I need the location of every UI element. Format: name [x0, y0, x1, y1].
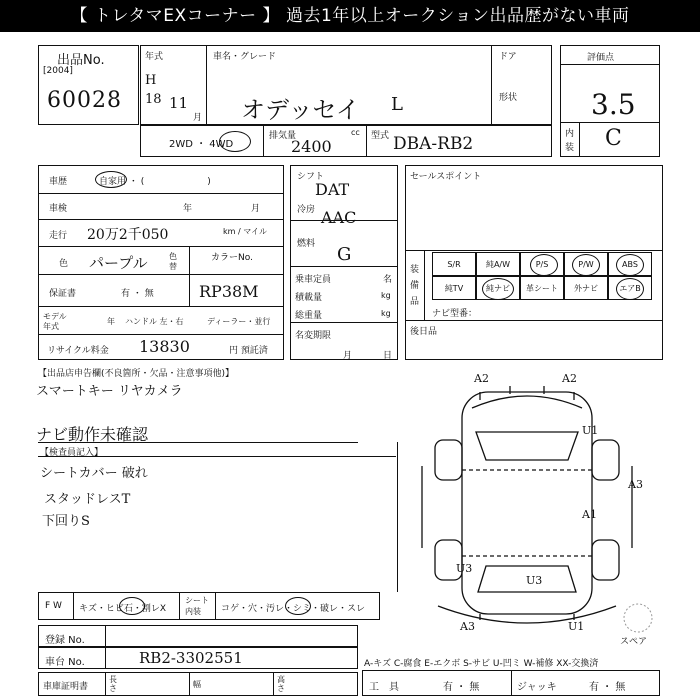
- damage-label-u1-bottom: U1: [568, 620, 585, 633]
- rename-month: 月: [343, 351, 353, 361]
- damage-label-a2-left: A2: [474, 372, 489, 385]
- vehicle-header-box: [140, 45, 552, 125]
- chassis-number: RB2-3302551: [139, 649, 243, 667]
- nav-note: ナビ動作未確認: [36, 425, 149, 444]
- equip-ps: P/S: [520, 252, 564, 276]
- damage-label-a3-bottom: A3: [460, 620, 475, 633]
- inspector-note-1: シートカバー 破れ: [40, 466, 148, 481]
- after-label: 後日品: [410, 327, 438, 337]
- fw-circle: [119, 597, 145, 615]
- damage-label-a2-right: A2: [562, 372, 577, 385]
- equip-abs: ABS: [608, 252, 652, 276]
- displacement-unit: cc: [351, 128, 360, 137]
- shift-label: シフト: [297, 172, 325, 182]
- warranty-label: 保証書: [49, 289, 77, 299]
- chassis-row: [38, 647, 358, 669]
- height-label: 高さ: [277, 675, 285, 693]
- damage-label-u1-right: U1: [582, 424, 599, 437]
- inspection-month: 月: [251, 204, 261, 214]
- score: 3.5: [591, 88, 636, 121]
- cert-row: [38, 672, 358, 696]
- month: 11: [169, 94, 189, 112]
- equip-pw: P/W: [564, 252, 608, 276]
- equip-aw: 純A/W: [476, 252, 520, 276]
- color-no-label: カラーNo.: [211, 253, 253, 263]
- capacity-unit: 名: [383, 275, 393, 285]
- model-year-unit: 年: [107, 317, 115, 326]
- jack-label: ジャッキ: [517, 682, 557, 693]
- model-label: モデル年式: [43, 312, 67, 331]
- abs-circle: [616, 254, 644, 276]
- year: 18: [145, 92, 162, 107]
- rename-day: 日: [383, 351, 393, 361]
- seat-options: コゲ・穴・汚レ・シミ・破レ・スレ: [221, 604, 366, 614]
- warranty-options: 有 ・ 無: [121, 289, 154, 299]
- equip-navi: 純ナビ: [476, 276, 520, 300]
- recycle-label: リサイクル料金: [47, 346, 109, 356]
- equip-sr: S/R: [432, 252, 476, 276]
- equip-label-1: 装: [410, 265, 420, 275]
- cert-label: 車庫証明書: [43, 682, 89, 692]
- registration-row: [38, 625, 358, 647]
- navi-circle: [482, 278, 514, 300]
- equip-airbag: エアB: [608, 276, 652, 300]
- year-tag: [2004]: [43, 66, 73, 76]
- ac-label: 冷房: [297, 205, 316, 215]
- load-label: 積載量: [295, 293, 323, 303]
- color-change: 色替: [169, 252, 177, 271]
- seat-label: シート内装: [185, 596, 209, 616]
- interior-label-1: 内: [565, 129, 575, 139]
- shift: DAT: [315, 180, 350, 199]
- weight-label: 総重量: [295, 311, 323, 321]
- tools-row: [362, 670, 660, 696]
- inspector-note-3: 下回りS: [42, 514, 90, 529]
- inspection-year: 年: [183, 204, 193, 214]
- fuel: G: [337, 244, 352, 265]
- damage-label-u3-left: U3: [456, 562, 473, 575]
- equip-label-3: 品: [410, 297, 420, 307]
- car-name-label: 車名・グレード: [213, 52, 277, 62]
- sales-box: [405, 165, 663, 360]
- mileage-label: 走行: [49, 231, 68, 241]
- displacement: 2400: [291, 137, 332, 156]
- damage-label-u3-center: U3: [526, 574, 543, 587]
- handle-options: ハンドル 左・右: [125, 317, 184, 326]
- load-unit: kg: [381, 291, 391, 300]
- navi-model-label: ナビ型番：: [432, 309, 478, 319]
- length-label: 長さ: [109, 675, 117, 693]
- fw-row: [38, 592, 380, 620]
- inspector-box: [38, 442, 398, 592]
- rename-label: 名変期限: [295, 331, 332, 341]
- banner-title: 【 トレタマEXコーナー 】 過去1年以上オークション出品歴がない車両: [0, 0, 700, 32]
- model-year-label: 年式: [145, 52, 164, 62]
- history-label: 車歴: [49, 177, 68, 187]
- dealer-note: スマートキー リヤカメラ: [36, 384, 183, 399]
- color-label: 色: [59, 259, 69, 269]
- era: H: [145, 73, 157, 88]
- equip-leather: 革シート: [520, 276, 564, 300]
- airbag-circle: [616, 278, 644, 300]
- ac: AAC: [321, 208, 357, 227]
- drive-box: [140, 125, 552, 157]
- spare-label: スペア: [620, 637, 648, 647]
- detail-table: [38, 165, 284, 360]
- score-label: 評価点: [587, 53, 615, 63]
- interior-grade: C: [605, 126, 622, 151]
- color: パープル: [89, 254, 148, 272]
- damage-label-a1: A1: [582, 508, 597, 521]
- fuel-label: 燃料: [297, 239, 316, 249]
- car-damage-diagram: [410, 370, 660, 640]
- fw-label: F W: [45, 601, 62, 611]
- grade: L: [391, 94, 403, 115]
- jack-options: 有 ・ 無: [589, 682, 626, 693]
- recycle-unit: 円 預託済: [229, 346, 268, 356]
- inspector-note-2: スタッドレスT: [44, 492, 131, 507]
- 4wd-circle: [219, 131, 251, 152]
- stain-circle: [285, 597, 311, 615]
- type: DBA-RB2: [393, 134, 474, 154]
- equip-tv: 純TV: [432, 276, 476, 300]
- registration-label: 登録 No.: [45, 635, 85, 646]
- damage-label-a3-right: A3: [628, 478, 643, 491]
- dealer-notes-label: 【出品店申告欄(不良箇所・欠品・注意事項他)】: [38, 369, 235, 379]
- doors-label: ドア: [499, 52, 517, 62]
- equip-label-2: 備: [410, 281, 420, 291]
- car-name: オデッセイ: [241, 96, 360, 124]
- displacement-label: 排気量: [269, 131, 297, 141]
- history-options: 自家用 ・ ( ): [99, 177, 211, 187]
- color-no: RP38M: [199, 282, 259, 301]
- drive-options: 2WD ・ 4WD: [169, 139, 234, 150]
- chassis-label: 車台 No.: [45, 657, 85, 668]
- capacity-label: 乗車定員: [295, 275, 332, 285]
- inspection-label: 車検: [49, 204, 68, 214]
- width-label: 幅: [193, 680, 201, 689]
- fw-options: キズ・ヒビ石・割レX: [79, 604, 166, 614]
- pw-circle: [572, 254, 600, 276]
- tools-label: 工 具: [369, 682, 399, 693]
- mileage: 20万2千050: [87, 227, 169, 243]
- recycle-amount: 13830: [139, 337, 190, 356]
- tools-options: 有 ・ 無: [443, 682, 480, 693]
- lot-box: [38, 45, 139, 125]
- interior-label-2: 装: [565, 143, 575, 153]
- type-label: 型式: [371, 131, 390, 141]
- dealer-options: ディーラー・並行: [207, 317, 271, 326]
- mileage-units: km / マイル: [223, 227, 268, 236]
- history-circle: [95, 171, 127, 188]
- inspector-label: 【検査員記入】: [40, 448, 104, 458]
- ps-circle: [530, 254, 558, 276]
- score-box: [560, 45, 660, 157]
- sales-label: セールスポイント: [410, 172, 482, 182]
- equip-ext-navi: 外ナビ: [564, 276, 608, 300]
- month-unit: 月: [193, 113, 203, 123]
- lot-label: 出品No.: [57, 53, 105, 68]
- lot-number: 60028: [47, 88, 122, 113]
- spec-column: [290, 165, 398, 360]
- weight-unit: kg: [381, 309, 391, 318]
- damage-legend: A-キズ C-腐食 E-エクボ S-サビ U-凹ミ W-補修 XX-交換済: [364, 659, 599, 669]
- shape-label: 形状: [499, 93, 518, 103]
